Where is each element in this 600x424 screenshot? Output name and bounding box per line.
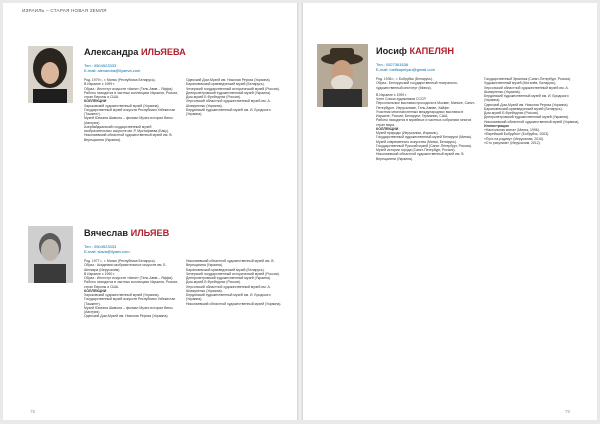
artist-photo bbox=[28, 226, 73, 283]
running-head: ИЗРАИЛЬ – СТАРАЯ НОВАЯ ЗЕМЛЯ bbox=[22, 8, 107, 13]
contact-info bbox=[84, 244, 130, 254]
artist-surname: ИЛЬЯЕВ bbox=[130, 228, 170, 238]
bio-column-2: Николаевский областной художественный музей им. В. Верещагина (Украина). Барановичский краеведческий музей (Беларусь). Чечерский государственный исторический музей (Россия). Днепропетровский художественный музей (Украина). Дом-музей Б.Фрейндлих (Россия). Херсонский областной художественный музей им. А. Шовкуненко (Украина). Бердянский художественный музей им. И. Бродского (Украина). Николаевский областной художественный музей (Украина). bbox=[186, 259, 282, 306]
bio-column-1: Род. 1977 г., г. Минск (Республика Беларусь). Образ.: Академия изобразительных искусств им. Б. Шенкара (Иерусалим). В Израиле с 1990 г. Образ.: Институт искусств «Авни» (Тель-Авив – Яффа). Работы находятся в частных коллекциях Израиля, России, стран Европы и США. КОЛЛЕКЦИИ Харьковский художественный музей (Украина). Государственный музей искусств Республики Узбекистан (Ташкент). Музей Юлиана Шимона – филиал Музея истории Вены (Австрия). Одесский Дом-Музей им. Николая Рериха (Украина). bbox=[84, 259, 179, 319]
phone: Тел.: 0504523333 bbox=[84, 63, 117, 68]
artist-name bbox=[376, 46, 454, 56]
artist-photo bbox=[317, 44, 368, 107]
collections-heading: КОЛЛЕКЦИИ bbox=[84, 99, 107, 104]
bio-column-1: Род. 1979 г., г. Минск (Республика Беларусь). В Израиле с 1999 г. Образ.: Институт искусств «Авни» (Тель-Авив – Яффа). Работы находятся в частных коллекциях Израиля, России, стран Европы и США. КОЛЛЕКЦИИ Харьковский художественный музей (Украина). Государственный музей искусств Республики Узбекистан (Ташкент). Музей Юлиана Шимона – филиал Музея истории Вены (Австрия). Азербайджанский государственный музей изобразительных искусств им. Р. Мустафаева (Баку). Николаевский областной художественный музей им. В. Верещагина (Украина). bbox=[84, 78, 179, 142]
right-page bbox=[303, 3, 597, 420]
contact-info bbox=[376, 62, 435, 72]
phone: Тел.: 0504523333 bbox=[84, 244, 117, 249]
collections-heading: КОЛЛЕКЦИИ bbox=[376, 126, 399, 131]
portrait-image bbox=[28, 226, 73, 283]
bio-column-2: Одесский Дом-Музей им. Николая Рериха (Украина). Барановичский краеведческий музей (Беларусь). Чечерский государственный исторический музей (Россия). Днепропетровский художественный музей (Украина). Дом-музей Б.Фрейндлих (Россия). Херсонский областной художественный музей им. А. Шовкуненко (Украина). Бердянский художественный музей им. И. Бродского (Украина). bbox=[186, 78, 280, 116]
email-link[interactable]: E-mail: alexandra@ilyaeva.com bbox=[84, 68, 141, 74]
bio-column-1: Род. 1936 г., г. Бобруйск (Беларусь). Образ.: Белорусский государственный театрально-художественный институт (Минск). В Израиле с 1999 г. Член Союза художников СССР. Персональные выставки проходили в Москве, Минске, Санкт-Петербурге, Иерусалиме, Тель-Авиве, Хайфе. Участник многочисленных международных выставок в Израиле, России, Беларуси, Германии, США. Работы находятся в музейных и частных собраниях многих стран мира. КОЛЛЕКЦИИ Музей природы (Иерусалим, Израиль). Государственный художественный музей Беларуси (Минск). Музей современного искусства (Минск, Беларусь). Государственный Русский музей (Санкт-Петербург, Россия). Музей истории города (Санкт-Петербург, Россия). Николаевский областной художественный музей им. В. Верещагина (Украина). bbox=[376, 77, 476, 161]
artist-name bbox=[84, 228, 169, 238]
artist-surname: КАПЕЛЯН bbox=[409, 46, 455, 56]
artist-first-name: Иосиф bbox=[376, 46, 407, 56]
left-page bbox=[3, 3, 297, 420]
email-link[interactable]: E-mail: slava@ilyaev.com bbox=[84, 249, 130, 255]
artist-surname: ИЛЬЯЕВА bbox=[140, 47, 186, 57]
email-link[interactable]: E-mail: iosifkapelyan@gmail.com bbox=[376, 67, 435, 73]
phone: Тел.: 0527381636 bbox=[376, 62, 409, 67]
illustrations-heading: Иллюстрации bbox=[484, 123, 509, 128]
page-number-left: 78 bbox=[30, 409, 36, 414]
portrait-image bbox=[317, 44, 368, 107]
artist-profile-ilyaev bbox=[3, 3, 297, 420]
bio-column-2: Государственный Эрмитаж (Санкт-Петербург, Россия). Художественный музей (Могилёв, Беларусь). Херсонский областной художественный музей им. А. Шовкуненко (Украина). Бердянский художественный музей им. И. Бродского (Украина). Одесский Дом-Музей им. Николая Рериха (Украина). Барановичский краеведческий музей (Беларусь). Дом-музей Б.Фрейндлих (Россия). Днепропетровский художественный музей (Украина). Николаевский областной художественный музей (Украина). Иллюстрации «Настольная книга» (Минск, 1996). «Еврейский Бобруйск» (Бобруйск, 2003). «Путь на родину» (Иерусалим, 2010). «Сто рисунков» (Иерусалим, 2012). bbox=[484, 77, 584, 145]
artist-first-name: Александра bbox=[84, 47, 139, 57]
collections-heading: КОЛЛЕКЦИИ bbox=[84, 288, 107, 293]
page-number-right: 79 bbox=[564, 409, 570, 414]
artist-profile-kapelyan bbox=[303, 3, 597, 420]
artist-first-name: Вячеслав bbox=[84, 228, 129, 238]
